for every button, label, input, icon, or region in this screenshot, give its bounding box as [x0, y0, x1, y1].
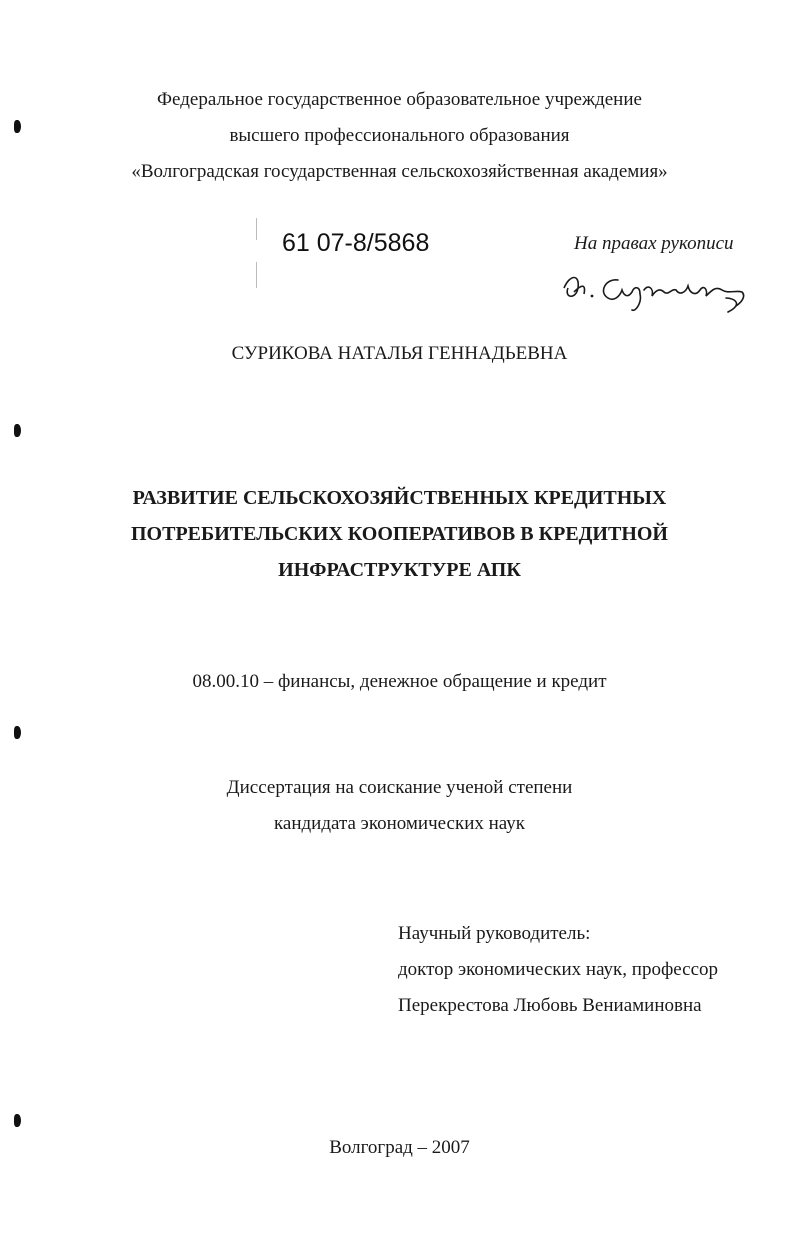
punch-hole-4 [14, 1114, 21, 1127]
institution-line-3: «Волгоградская государственная сельскохозяйственная академия» [131, 161, 668, 182]
advisor-degree: доктор экономических наук, профессор [398, 959, 719, 980]
institution-line-2: высшего профессионального образования [229, 125, 570, 146]
punch-hole-2 [14, 424, 21, 437]
degree-line-2: кандидата экономических наук [273, 813, 526, 834]
degree-line-1: Диссертация на соискание ученой степени [226, 777, 573, 798]
title-line-3: ИНФРАСТРУКТУРЕ АПК [278, 559, 521, 581]
specialty-code: 08.00.10 – финансы, денежное обращение и кредит [192, 671, 607, 692]
author-signature [556, 262, 756, 318]
advisor-name: Перекрестова Любовь Вениаминовна [398, 995, 702, 1016]
advisor-label: Научный руководитель: [398, 923, 591, 944]
institution-line-1: Федеральное государственное образовательное учреждение [157, 89, 642, 110]
library-stamp: 61 07-8/5868 [282, 229, 430, 257]
stamp-mark-top [256, 218, 257, 240]
title-line-1: РАЗВИТИЕ СЕЛЬСКОХОЗЯЙСТВЕННЫХ КРЕДИТНЫХ [132, 487, 667, 509]
manuscript-rights: На правах рукописи [574, 233, 734, 254]
punch-hole-3 [14, 726, 21, 739]
author-name: СУРИКОВА НАТАЛЬЯ ГЕННАДЬЕВНА [231, 343, 568, 364]
title-line-2: ПОТРЕБИТЕЛЬСКИХ КООПЕРАТИВОВ В КРЕДИТНОЙ [131, 523, 668, 545]
stamp-mark-bottom [256, 262, 257, 288]
place-year: Волгоград – 2007 [329, 1137, 470, 1158]
